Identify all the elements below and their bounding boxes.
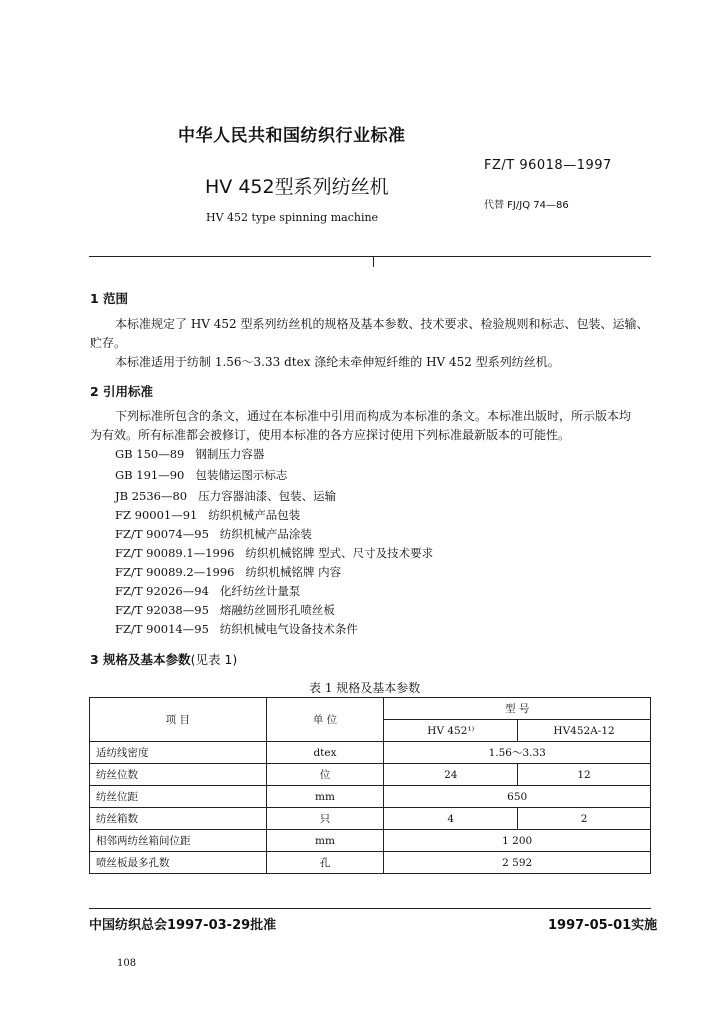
section-3-heading-line xyxy=(90,650,237,668)
ref-title: 纺织机械产品涂装 xyxy=(219,527,312,541)
row-value-merged: 2 592 xyxy=(384,852,651,874)
section-1-para-1b: 贮存。 xyxy=(90,336,127,350)
ref-title: 熔融纺丝圆形孔喷丝板 xyxy=(219,603,335,617)
ref-number: FZ/T 92026—94 xyxy=(115,584,209,598)
ref-item xyxy=(115,621,358,637)
page-number: 108 xyxy=(117,958,137,969)
row-unit: 位 xyxy=(266,764,384,786)
section-2-para-1a: 下列标准所包含的条文，通过在本标准中引用而构成为本标准的条文。本标准出版时，所示版本均 xyxy=(115,409,632,423)
row-value-merged: 1 200 xyxy=(384,830,651,852)
row-unit: 只 xyxy=(266,808,384,830)
header-model-a: HV 452¹⁾ xyxy=(384,720,518,742)
ref-number: GB 150—89 xyxy=(115,447,185,461)
ref-number: FZ/T 90014—95 xyxy=(115,622,209,636)
header-unit: 单 位 xyxy=(266,698,384,742)
table-row xyxy=(90,852,651,874)
approval-date: 中国纺织总会1997-03-29批准 xyxy=(89,918,277,933)
implementation-date: 1997-05-01实施 xyxy=(548,918,658,933)
table-row xyxy=(90,764,651,786)
standard-code: FZ/T 96018—1997 xyxy=(484,158,612,173)
row-item: 适纺线密度 xyxy=(90,742,267,764)
row-unit: mm xyxy=(266,786,384,808)
row-unit: dtex xyxy=(266,742,384,764)
ref-item xyxy=(115,564,341,580)
row-value-merged: 1.56～3.33 xyxy=(384,742,651,764)
ref-title: 纺织机械产品包装 xyxy=(208,508,301,522)
table-row xyxy=(90,830,651,852)
ref-title: 压力容器油漆、包装、运输 xyxy=(198,489,337,503)
table-row xyxy=(90,742,651,764)
ref-number: FZ/T 90089.2—1996 xyxy=(115,565,235,579)
row-unit: mm xyxy=(266,830,384,852)
ref-title: 钢制压力容器 xyxy=(195,447,265,461)
ref-title: 包装储运图示标志 xyxy=(195,468,288,482)
row-item: 喷丝板最多孔数 xyxy=(90,852,267,874)
ref-number: JB 2536—80 xyxy=(115,489,188,503)
section-3-heading: 3 规格及基本参数 xyxy=(90,652,191,667)
section-2-heading: 2 引用标准 xyxy=(90,384,154,399)
replaces-standard: 代替 FJ/JQ 74—86 xyxy=(484,200,569,211)
row-value-merged: 650 xyxy=(384,786,651,808)
table-row xyxy=(90,808,651,830)
row-value-a: 4 xyxy=(384,808,518,830)
issuing-organization: 中华人民共和国纺织行业标准 xyxy=(178,126,406,146)
ref-item xyxy=(115,545,433,561)
row-unit: 孔 xyxy=(266,852,384,874)
row-item: 纺丝位距 xyxy=(90,786,267,808)
header-rule xyxy=(89,256,651,257)
ref-number: GB 191—90 xyxy=(115,468,185,482)
header-model: 型 号 xyxy=(384,698,651,720)
ref-item xyxy=(115,488,336,504)
section-1-para-2: 本标准适用于纺制 1.56～3.33 dtex 涤纶未牵伸短纤维的 HV 452 型系列纺丝机。 xyxy=(115,355,560,369)
ref-item xyxy=(115,602,335,618)
ref-item xyxy=(115,446,264,462)
header-rule-tick xyxy=(373,257,374,267)
document-title: HV 452型系列纺丝机 xyxy=(205,176,389,198)
row-value-a: 24 xyxy=(384,764,518,786)
ref-number: FZ 90001—91 xyxy=(115,508,198,522)
section-1-para-1a: 本标准规定了 HV 452 型系列纺丝机的规格及基本参数、技术要求、检验规则和标志、包装、运输、 xyxy=(115,317,649,331)
section-2-para-1b: 为有效。所有标准都会被修订，使用本标准的各方应探讨使用下列标准最新版本的可能性。 xyxy=(90,428,571,442)
table-header-row xyxy=(90,698,651,720)
ref-title: 化纤纺丝计量泵 xyxy=(219,584,301,598)
ref-title: 纺织机械铭牌 型式、尺寸及技术要求 xyxy=(245,546,434,560)
table-title: 表 1 规格及基本参数 xyxy=(309,681,421,695)
ref-item xyxy=(115,526,312,542)
ref-title: 纺织机械铭牌 内容 xyxy=(245,565,342,579)
ref-number: FZ/T 90074—95 xyxy=(115,527,209,541)
footer-rule xyxy=(89,908,651,909)
ref-item xyxy=(115,507,300,523)
row-value-b: 12 xyxy=(518,764,651,786)
row-item: 纺丝箱数 xyxy=(90,808,267,830)
header-model-b: HV452A-12 xyxy=(518,720,651,742)
ref-number: FZ/T 90089.1—1996 xyxy=(115,546,235,560)
row-item: 相邻两纺丝箱间位距 xyxy=(90,830,267,852)
spec-table xyxy=(89,697,651,874)
table-row xyxy=(90,786,651,808)
ref-item xyxy=(115,583,300,599)
row-item: 纺丝位数 xyxy=(90,764,267,786)
row-value-b: 2 xyxy=(518,808,651,830)
english-title: HV 452 type spinning machine xyxy=(206,211,379,224)
section-3-heading-note: (见表 1) xyxy=(190,652,238,667)
ref-item xyxy=(115,467,287,483)
section-1-heading: 1 范围 xyxy=(90,291,129,306)
header-item: 项 目 xyxy=(90,698,267,742)
ref-title: 纺织机械电气设备技术条件 xyxy=(219,622,358,636)
ref-number: FZ/T 92038—95 xyxy=(115,603,209,617)
